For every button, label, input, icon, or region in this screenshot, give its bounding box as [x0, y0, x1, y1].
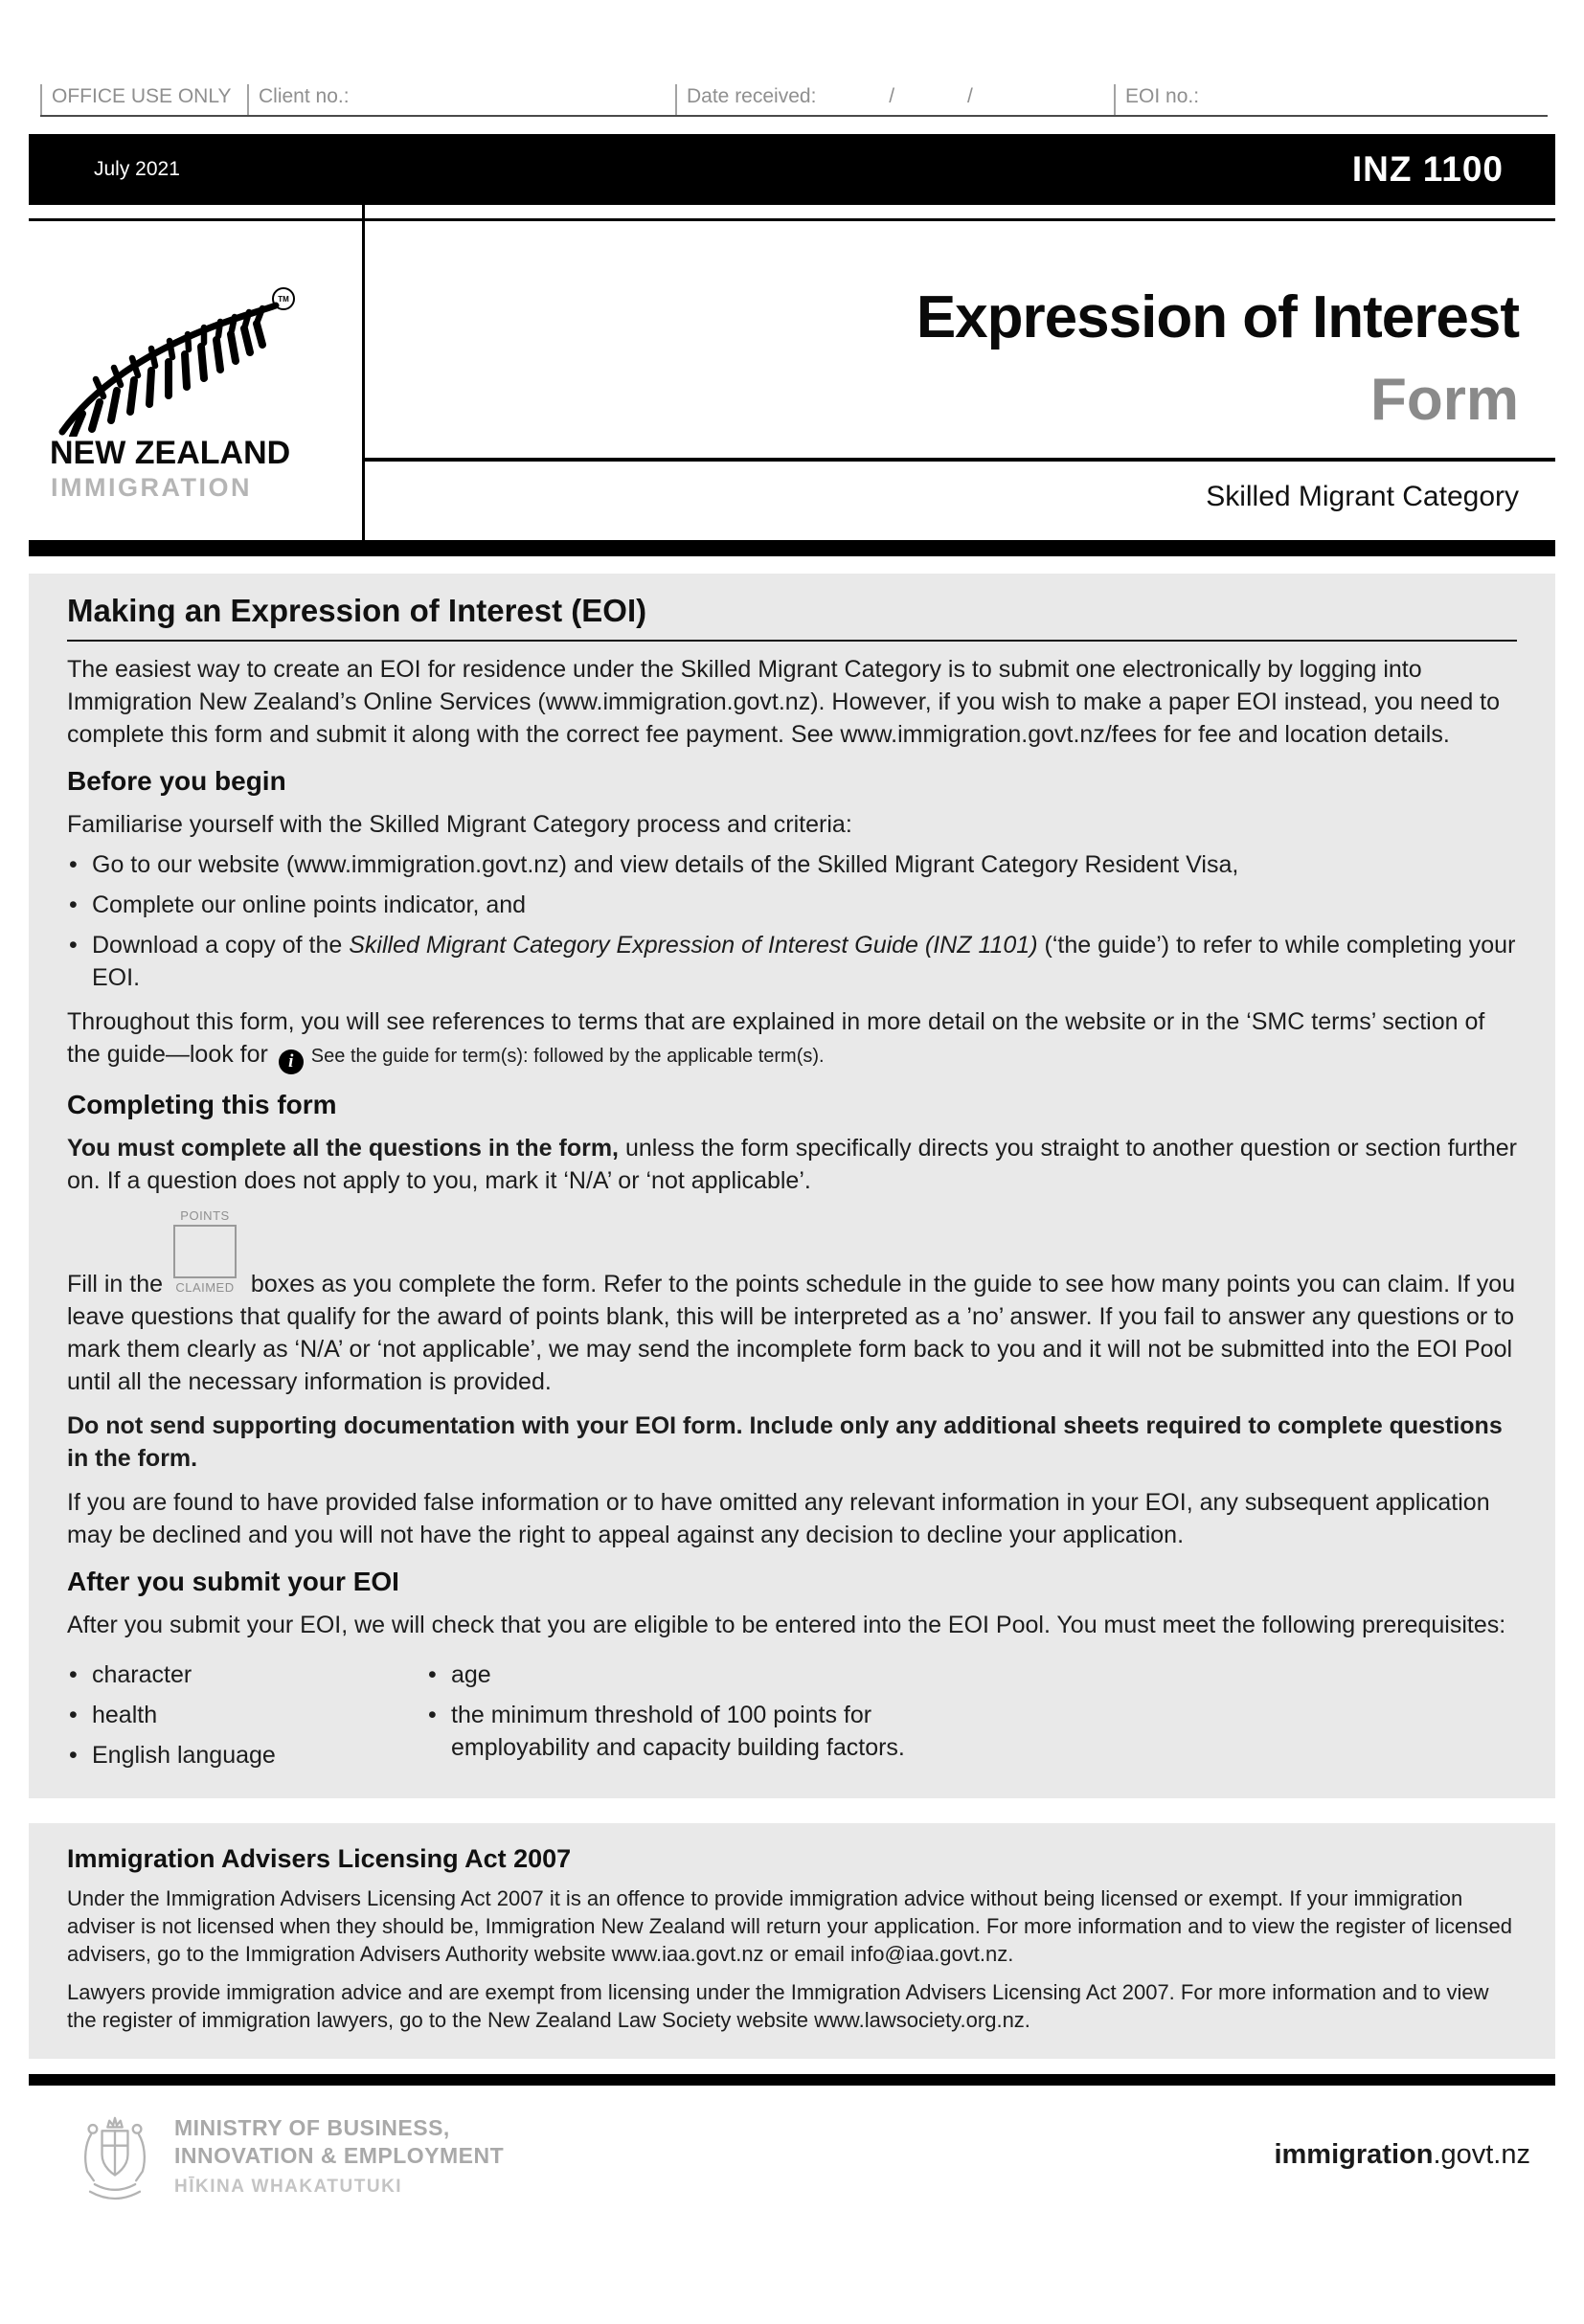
claimed-label: CLAIMED: [175, 1280, 235, 1295]
heading-rule: [67, 640, 1517, 642]
footer: [29, 2086, 1555, 2210]
list-item: [67, 1739, 426, 1771]
ministry-maori-name: HĪKINA WHAKATUTUKI: [174, 2177, 403, 2197]
must-complete-rest: unless the form specifically directs you straight to another question or section further on. If a question does not apply to you, mark it ‘N/A’ or ‘not applicable’.: [67, 1135, 1517, 1194]
list-item-text: Complete our online points indicator, and: [92, 891, 527, 918]
list-item-text: age: [451, 1661, 491, 1688]
making-eoi-section: [29, 574, 1555, 1798]
list-item-text: [92, 929, 1517, 994]
list-item: [67, 1699, 426, 1731]
fill-post-text: boxes as you complete the form. Refer to the points schedule in the guide to see how many points you can claim. If you leave questions that qualify for the award of points blank, this will be interpreted as a ’no’ answer. If you fail to answer any questions or to mark them clearly as ‘N/A’ or ‘not applicable’, we may send the incomplete form back to you and it will not be submitted into the EOI Pool until all the necessary information is provided.: [67, 1271, 1516, 1395]
info-icon: [279, 1049, 304, 1074]
points-label: POINTS: [180, 1208, 230, 1223]
mbie-text-block: [174, 2114, 504, 2198]
bullet-icon: [426, 1658, 451, 1691]
list-item-text: English language: [92, 1742, 276, 1769]
mbie-logo-block: [77, 2114, 504, 2210]
list-item-text: health: [92, 1702, 158, 1728]
header-top-rule: [29, 218, 1555, 221]
before-bullet-list: [67, 848, 1517, 994]
bullet-icon: [67, 1699, 92, 1731]
bullet-icon: [67, 848, 92, 881]
form-code-bar: [29, 134, 1555, 205]
list-item-text-post: (‘the guide’) to refer to while completing your EOI.: [92, 932, 1516, 991]
date-slash: /: [966, 85, 973, 107]
list-item-text: the minimum threshold of 100 points for employability and capacity building factors.: [451, 1702, 905, 1761]
page-title: Expression of Interest: [916, 284, 1519, 350]
header-bottom-bar: [29, 540, 1555, 556]
advisers-paragraph-1: Under the Immigration Advisers Licensing Act 2007 it is an offence to provide immigration advice without being licensed or exempt. If your immigration adviser is not licensed when they should be, Immigration New Zealand will return your application. For more information and to view the register of licensed advisers, go to the Immigration Advisers Authority website www.iaa.govt.nz or email info@iaa.govt.nz.: [67, 1886, 1512, 1966]
logo-brand-text: NEW ZEALAND: [50, 435, 291, 471]
after-submit-heading: After you submit your EOI: [67, 1567, 399, 1596]
do-not-send-paragraph: Do not send supporting documentation with your EOI form. Include only any additional sheets required to complete questions in the form.: [67, 1412, 1503, 1472]
guide-note: See the guide for term(s): followed by the applicable term(s).: [310, 1046, 825, 1067]
list-item-text-pre: Download a copy of the: [92, 932, 350, 959]
page-subtitle: Form: [1370, 367, 1519, 433]
must-complete-bold: You must complete all the questions in the form,: [67, 1135, 619, 1162]
logo-division-text: IMMIGRATION: [51, 473, 252, 502]
office-use-bar: [40, 84, 1548, 117]
header-mid-rule: [362, 458, 1555, 462]
list-item-text: character: [92, 1661, 192, 1688]
ministry-name-line2: INNOVATION & EMPLOYMENT: [174, 2143, 505, 2168]
section-heading: Making an Expression of Interest (EOI): [67, 593, 647, 628]
list-item: [426, 1658, 1039, 1691]
list-item: [426, 1699, 1039, 1764]
list-item: [67, 889, 1517, 921]
false-info-paragraph: If you are found to have provided false information or to have omitted any relevant information in your EOI, any subsequent application may be declined and you will not have the right to appeal against any decision to decline your application.: [67, 1489, 1490, 1548]
form-code: INZ 1100: [1351, 149, 1504, 189]
bullet-icon: [67, 1739, 92, 1771]
client-no-field: Client no.:: [247, 84, 675, 115]
bullet-icon: [426, 1699, 451, 1764]
before-lead: Familiarise yourself with the Skilled Migrant Category process and criteria:: [67, 811, 852, 838]
website-url: [1274, 2139, 1530, 2171]
prerequisites-columns: [67, 1651, 1517, 1771]
website-url-bold: immigration: [1274, 2139, 1434, 2170]
before-you-begin-heading: Before you begin: [67, 766, 286, 796]
header-divider-line: [362, 205, 365, 540]
footer-bar: [29, 2074, 1555, 2086]
points-claimed-box: [173, 1208, 237, 1295]
date-slash: /: [889, 85, 895, 107]
form-version-date: July 2021: [94, 158, 180, 180]
eoi-no-field: EOI no.:: [1114, 84, 1548, 115]
throughout-text: Throughout this form, you will see references to terms that are explained in more detail on the website or in the ‘SMC terms’ section of the guide—look for: [67, 1008, 1485, 1068]
bullet-icon: [67, 1658, 92, 1691]
must-complete-paragraph: [67, 1132, 1517, 1197]
list-item: [67, 848, 1517, 881]
prerequisites-column-2: [426, 1651, 1039, 1771]
date-received-field: [675, 84, 1114, 115]
list-item: [67, 929, 1517, 994]
category-label: Skilled Migrant Category: [1206, 481, 1519, 512]
advisers-heading: Immigration Advisers Licensing Act 2007: [67, 1844, 572, 1873]
advisers-paragraph-2: Lawyers provide immigration advice and are exempt from licensing under the Immigration Advisers Licensing Act 2007. For more information and to view the register of immigration lawyers, go to the New Zealand Law Society website www.lawsociety.org.nz.: [67, 1980, 1489, 2032]
fill-in-paragraph: [67, 1208, 1517, 1398]
throughout-paragraph: [67, 1005, 1517, 1074]
guide-title-italic: Skilled Migrant Category Expression of Interest Guide (INZ 1101): [349, 932, 1038, 959]
completing-heading: Completing this form: [67, 1090, 337, 1119]
form-header: [29, 205, 1555, 540]
list-item-text: Go to our website (www.immigration.govt.nz) and view details of the Skilled Migrant Category Resident Visa,: [92, 851, 1239, 878]
advisers-act-section: [29, 1823, 1555, 2059]
points-claimed-frame: [173, 1225, 237, 1278]
prerequisites-column-1: [67, 1651, 426, 1771]
office-use-label: OFFICE USE ONLY: [40, 84, 247, 115]
fern-logo-icon: [48, 283, 287, 437]
intro-paragraph: The easiest way to create an EOI for residence under the Skilled Migrant Category is to submit one electronically by logging into Immigration New Zealand’s Online Services (www.immigration.govt.nz). However, if you wish to make a paper EOI instead, you need to complete this form and submit it along with the correct fee payment. See www.immigration.govt.nz/fees for fee and location details.: [67, 656, 1501, 748]
mbie-crest-icon: [77, 2114, 153, 2210]
date-received-label: Date received:: [687, 85, 817, 107]
website-url-rest: .govt.nz: [1433, 2139, 1530, 2170]
bullet-icon: [67, 929, 92, 994]
ministry-name-line1: MINISTRY OF BUSINESS,: [174, 2115, 450, 2140]
fill-pre-text: Fill in the: [67, 1271, 170, 1297]
after-submit-lead: After you submit your EOI, we will check that you are eligible to be entered into the EOI Pool. You must meet the following prerequisites:: [67, 1612, 1506, 1638]
trademark-icon: TM: [272, 287, 295, 310]
bullet-icon: [67, 889, 92, 921]
list-item: [67, 1658, 426, 1691]
